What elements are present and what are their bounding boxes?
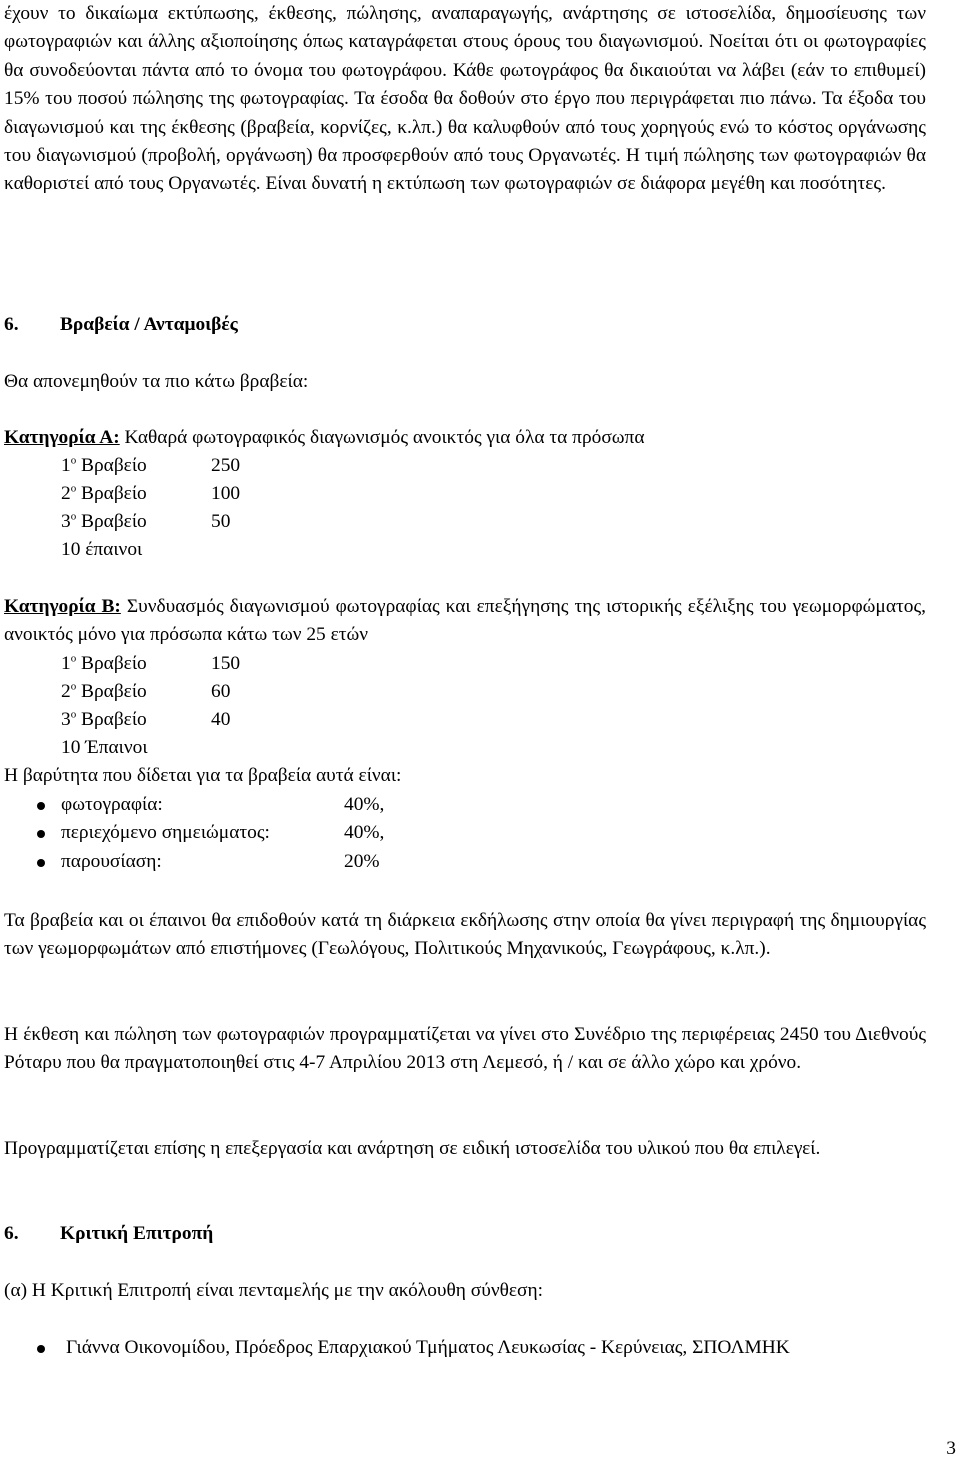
category-b-description: Συνδυασμός διαγωνισμού φωτογραφίας και επεξήγησης της ιστορικής εξέλιξης του γεωμορφώματος, ανοικτός μόνο για πρόσωπα κάτω των 25 ετών <box>4 596 927 646</box>
prize-a-1: $1^o$ Βραβείο 250 <box>61 454 241 476</box>
section-heading-committee <box>4 1220 213 1248</box>
commendations-a: 10 έπαινοι <box>61 539 143 560</box>
prize-a-3: $3^o$ Βραβείο 50 <box>61 510 231 532</box>
prize-b-1: $1^o$ Βραβείο 150 <box>61 652 241 674</box>
weight-item-content: περιεχόμενο σημειώματος: 40%, <box>4 819 384 847</box>
ceremony-paragraph: Τα βραβεία και οι έπαινοι θα επιδοθούν κατά τη διάρκεια εκδήλωσης στην οποία θα γίνει περιγραφή της δημιουργίας των γεωμορφωμάτων από επιστήμονες (Γεωλόγους, Πολιτικούς Μηχανικούς, Γεωγράφους, κ.λπ.). <box>4 910 926 960</box>
category-b-label: Κατηγορία Β: <box>4 596 121 617</box>
weight-item-photo: φωτογραφία: 40%, <box>4 791 384 819</box>
section-number: 6. <box>4 314 19 335</box>
section-number: 6. <box>4 1223 19 1244</box>
page-number: 3 <box>946 1437 956 1459</box>
weight-item-presentation: παρουσίαση: 20% <box>4 848 384 876</box>
prize-a-2: $2^o$ Βραβείο 100 <box>61 482 241 504</box>
category-a-line <box>4 424 926 452</box>
commendations-b: 10 Έπαινοι <box>61 737 148 758</box>
prize-b-3: $3^o$ Βραβείο 40 <box>61 708 231 730</box>
category-a-description: Καθαρά φωτογραφικός διαγωνισμός ανοικτός για όλα τα πρόσωπα <box>119 427 645 448</box>
prize-amount: 150 <box>211 653 241 674</box>
prize-amount: 60 <box>211 681 231 702</box>
prize-amount: 100 <box>211 483 241 504</box>
category-b-paragraph <box>4 593 926 650</box>
section-title: Κριτική Επιτροπή <box>60 1223 214 1244</box>
committee-intro: (α) Η Κριτική Επιτροπή είναι πενταμελής με την ακόλουθη σύνθεση: <box>4 1280 544 1301</box>
section-heading-awards <box>4 311 238 339</box>
section-title: Βραβεία / Ανταμοιβές <box>60 314 238 335</box>
awards-intro: Θα απονεμηθούν τα πιο κάτω βραβεία: <box>4 371 309 392</box>
website-paragraph: Προγραμματίζεται επίσης η επεξεργασία και ανάρτηση σε ειδική ιστοσελίδα του υλικού που θα επιλεγεί. <box>4 1138 821 1159</box>
intro-paragraph: έχουν το δικαίωμα εκτύπωσης, έκθεσης, πώλησης, αναπαραγωγής, ανάρτησης σε ιστοσελίδα, δημοσίευσης των φωτογραφιών και άλλης αξιοποίησης όπως καταγράφεται στους όρους του διαγωνισμού. Νοείται ότι οι φωτογραφίες θα συνοδεύονται πάντα από το όνομα του φωτογράφου. Κάθε φωτογράφος θα δικαιούται να λάβει (εάν το επιθυμεί) 15% του ποσού πώλησης της φωτογραφίας. Τα έσοδα θα δοθούν στο έργο που περιγράφεται πιο πάνω. Τα έξοδα του διαγωνισμού και της έκθεσης (βραβεία, κορνίζες, κ.λπ.) θα καλυφθούν από τους χορηγούς ενώ το κόστος οργάνωσης του διαγωνισμού (προβολή, οργάνωση) θα προσφερθούν από τους Οργανωτές. Η τιμή πώλησης των φωτογραφιών θα καθοριστεί από τους Οργανωτές. Είναι δυνατή η εκτύπωση των φωτογραφιών σε διάφορα μεγέθη και ποσότητες. <box>4 3 926 195</box>
prize-amount: 40 <box>211 709 231 730</box>
weights-intro: Η βαρύτητα που δίδεται για τα βραβεία αυτά είναι: <box>4 765 402 786</box>
prize-b-2: $2^o$ Βραβείο 60 <box>61 680 231 702</box>
prize-amount: 250 <box>211 455 241 476</box>
exhibition-paragraph: Η έκθεση και πώληση των φωτογραφιών προγραμματίζεται να γίνει στο Συνέδριο της περιφέρειας 2450 του Διεθνούς Ρόταρυ που θα πραγματοποιηθεί στις 4-7 Απριλίου 2013 στη Λεμεσό, ή / και σε άλλο χώρο και χρόνο. <box>4 1024 926 1074</box>
committee-member-list <box>4 1334 926 1362</box>
weights-list <box>4 791 384 876</box>
prize-amount: 50 <box>211 511 231 532</box>
committee-member: Γιάννα Οικονομίδου, Πρόεδρος Επαρχιακού Τμήματος Λευκωσίας - Κερύνειας, ΣΠΟΛΜΗΚ <box>4 1334 926 1362</box>
category-a-label: Κατηγορία Α: <box>4 427 120 448</box>
